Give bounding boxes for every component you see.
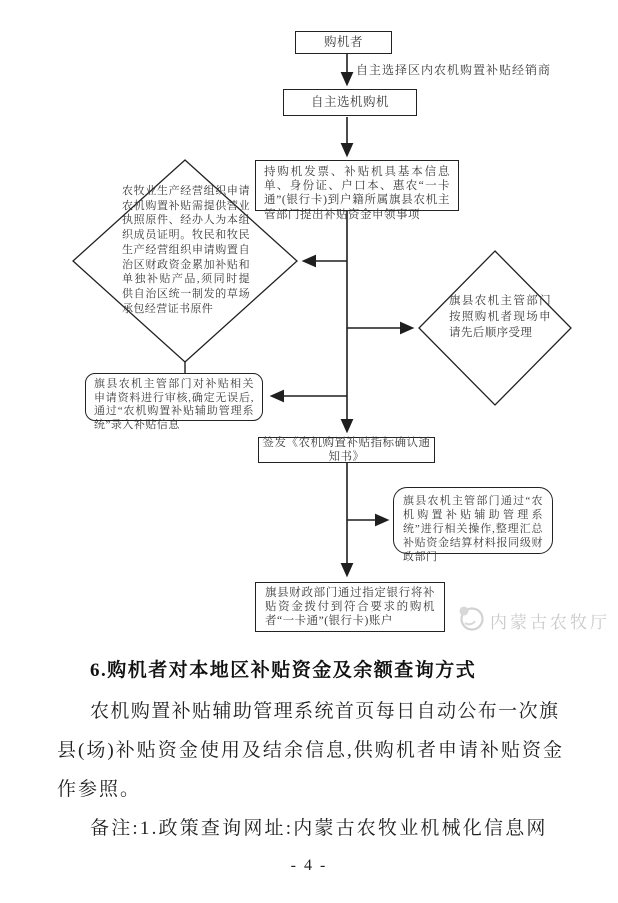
paragraph-line-3: 作参照。 — [57, 779, 142, 800]
note-line: 备注:1.政策查询网址:内蒙古农牧业机械化信息网 — [90, 818, 548, 839]
flow-node-pay: 旗县财政部门通过指定银行将补贴资金拨付到符合要求的购机者“一卡通”(银行卡)账户 — [255, 582, 445, 632]
flow-node-audit: 旗县农机主管部门对补贴相关申请资料进行审核,确定无误后,通过“农机购置补贴辅助管理系统”录入补贴信息 — [85, 373, 263, 421]
flow-node-org-requirements-text: 农牧业生产经营组织申请农机购置补贴需提供营业执照原件、经办人为本组织成员证明。牧民和牧民生产经营组织申请购置自治区财政资金累加补贴和单独补贴产品,须同时提供自治区统一制发的草场承包经营证书原件 — [122, 185, 250, 315]
section-heading: 6.购机者对本地区补贴资金及余额查询方式 — [90, 660, 477, 681]
paragraph-line-1: 农机购置补贴辅助管理系统首页每日自动公布一次旗 — [90, 701, 558, 722]
watermark-text: 内蒙古农牧厅 — [490, 613, 610, 632]
flow-node-acceptance-text: 旗县农机主管部门按照购机者现场申请先后顺序受理 — [449, 295, 551, 339]
flow-node-settle: 旗县农机主管部门通过“农机购置补贴辅助管理系统”进行相关操作,整理汇总补贴资金结算材料报同级财政部门 — [393, 487, 553, 554]
flow-node-apply: 持购机发票、补贴机具基本信息单、身份证、户口本、惠农“一卡通”(银行卡)到户籍所属旗县农机主管部门提出补贴资金申领事项 — [255, 160, 459, 211]
paragraph-line-2: 县(场)补贴资金使用及结余信息,供购机者申请补贴资金 — [57, 740, 562, 761]
flow-node-purchaser: 购机者 — [295, 31, 392, 54]
page-number: - 4 - — [290, 857, 328, 874]
flow-label-dealer-choice: 自主选择区内农机购置补贴经销商 — [356, 63, 552, 77]
watermark-logo-icon — [460, 607, 483, 630]
flow-node-select-machine: 自主选机购机 — [283, 89, 417, 116]
flow-node-sign-notice: 签发《农机购置补贴指标确认通知书》 — [258, 437, 435, 463]
